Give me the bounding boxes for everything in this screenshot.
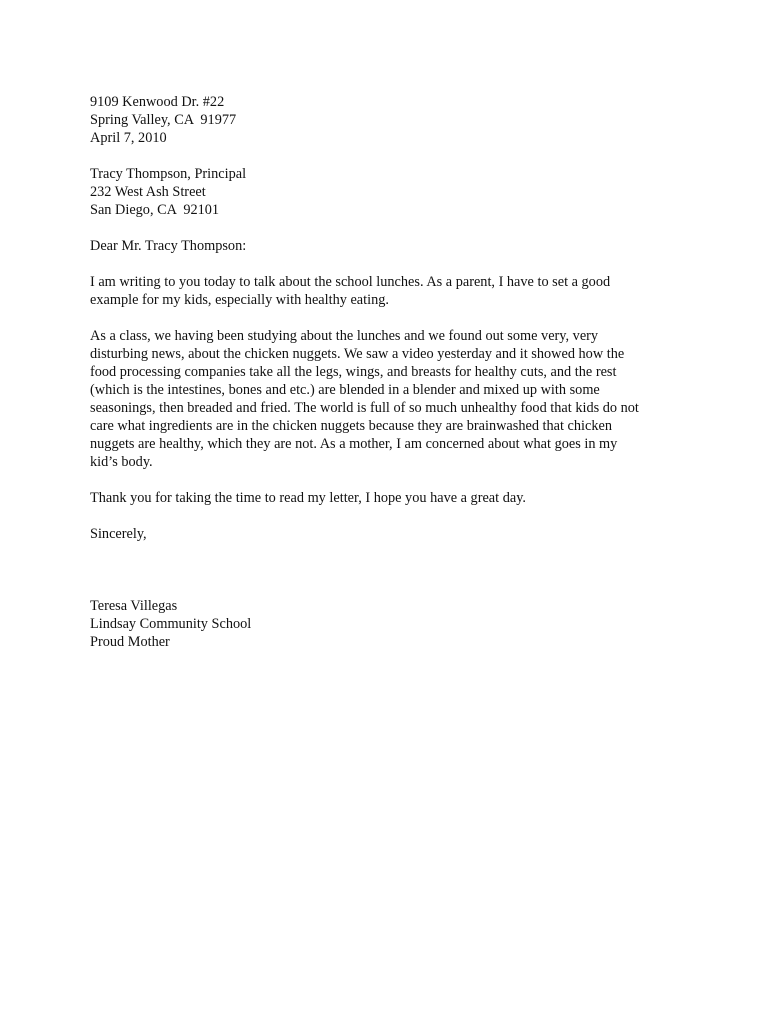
signature-block [90,597,650,651]
salutation-text: Dear Mr. Tracy Thompson: [90,238,247,254]
recipient-name-title: Tracy Thompson, Principal [90,166,247,182]
body-paragraph-1-line: I am writing to you today to talk about the school lunches. As a parent, I have to set a good [90,274,611,290]
body-paragraph-2-line: seasonings, then breaded and fried. The world is full of so much unhealthy food that kids do not [90,400,639,416]
letter-content [90,93,650,651]
body-paragraph-2-line: care what ingredients are in the chicken nuggets because they are brainwashed that chicken [90,418,613,434]
recipient-street: 232 West Ash Street [90,184,206,200]
body-paragraph-3 [90,489,650,507]
sender-city-state-zip: Spring Valley, CA 91977 [90,112,237,128]
body-paragraph-2-line: (which is the intestines, bones and etc.) are blended in a blender and mixed up with some [90,382,600,398]
body-paragraph-2 [90,327,650,471]
body-paragraph-2-line: food processing companies take all the legs, wings, and breasts for healthy cuts, and the rest [90,364,617,380]
sender-street: 9109 Kenwood Dr. #22 [90,94,225,110]
letter-date: April 7, 2010 [90,130,167,146]
signer-school: Lindsay Community School [90,616,252,632]
signer-name: Teresa Villegas [90,598,178,614]
signer-role: Proud Mother [90,634,170,650]
body-paragraph-1 [90,273,650,309]
closing-text: Sincerely, [90,526,147,542]
body-paragraph-2-line: As a class, we having been studying about the lunches and we found out some very, very [90,328,599,344]
body-paragraph-3-line: Thank you for taking the time to read my letter, I hope you have a great day. [90,490,526,506]
recipient-city-state-zip: San Diego, CA 92101 [90,202,220,218]
signature-space [90,543,650,597]
body-paragraph-2-line: kid’s body. [90,454,153,470]
sender-address [90,93,650,147]
closing [90,525,650,543]
body-paragraph-1-line: example for my kids, especially with healthy eating. [90,292,389,308]
body-paragraph-2-line: disturbing news, about the chicken nuggets. We saw a video yesterday and it showed how the [90,346,625,362]
salutation [90,237,650,255]
body-paragraph-2-line: nuggets are healthy, which they are not. As a mother, I am concerned about what goes in my [90,436,618,452]
recipient-address [90,165,650,219]
